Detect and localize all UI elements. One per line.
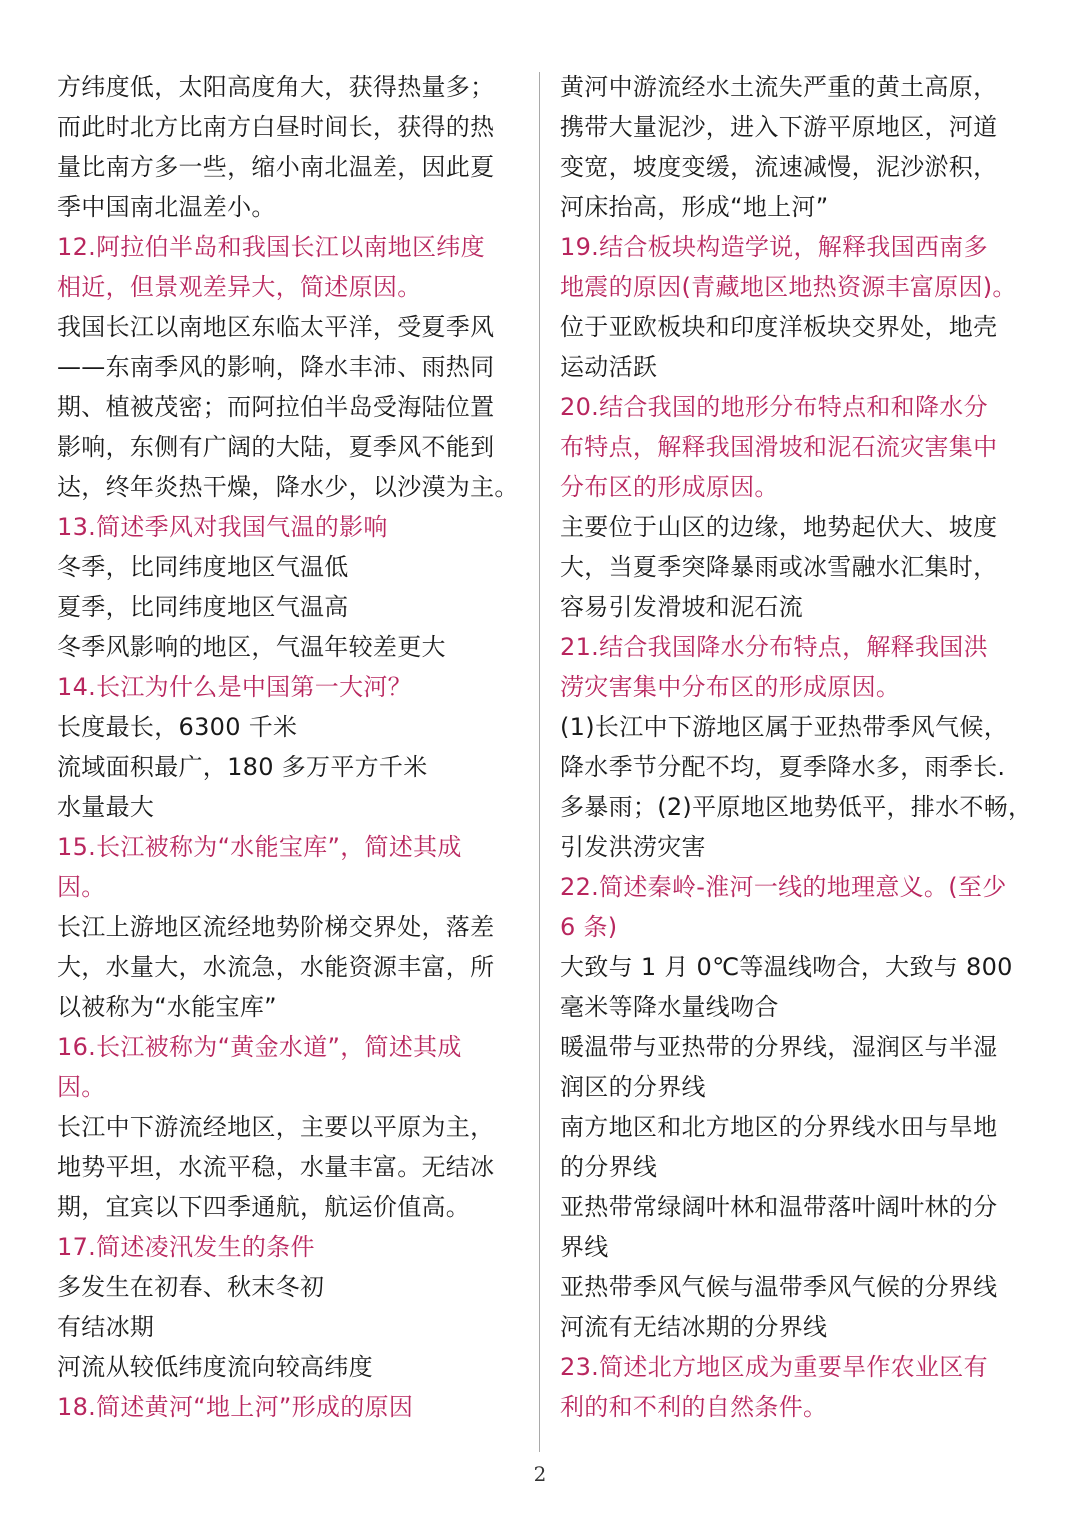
question-line: 因。: [57, 1073, 106, 1101]
answer-line: 大致与 1 月 0℃等温线吻合，大致与 800: [560, 953, 1013, 981]
answer-line: 有结冰期: [57, 1313, 155, 1341]
answer-line: ——东南季风的影响，降水丰沛、雨热同: [57, 353, 495, 381]
answer-line: 暖温带与亚热带的分界线，湿润区与半湿: [560, 1033, 998, 1061]
answer-line: 期，宜宾以下四季通航，航运价值高。: [57, 1193, 471, 1221]
answer-line: 的分界线: [560, 1153, 658, 1181]
question-line: 23.简述北方地区成为重要旱作农业区有: [560, 1353, 988, 1381]
answer-line: 以被称为“水能宝库”: [57, 993, 277, 1021]
question-line: 6 条): [560, 913, 618, 941]
answer-line: 位于亚欧板块和印度洋板块交界处，地壳: [560, 313, 998, 341]
answer-line: 达，终年炎热干燥，降水少，以沙漠为主。: [57, 473, 519, 501]
question-line: 18.简述黄河“地上河”形成的原因: [57, 1393, 414, 1421]
answer-line: 季中国南北温差小。: [57, 193, 276, 221]
question-line: 20.结合我国的地形分布特点和和降水分: [560, 393, 988, 421]
answer-line: 水量最大: [57, 793, 155, 821]
answer-line: 毫米等降水量线吻合: [560, 993, 779, 1021]
answer-line: 而此时北方比南方白昼时间长，获得的热: [57, 113, 495, 141]
column-divider: [539, 72, 540, 1452]
answer-line: 影响，东侧有广阔的大陆，夏季风不能到: [57, 433, 495, 461]
answer-line: 亚热带常绿阔叶林和温带落叶阔叶林的分: [560, 1193, 998, 1221]
answer-line: 引发洪涝灾害: [560, 833, 706, 861]
answer-line: 地势平坦，水流平稳，水量丰富。无结冰: [57, 1153, 495, 1181]
question-line: 利的和不利的自然条件。: [560, 1393, 828, 1421]
question-line: 地震的原因(青藏地区地热资源丰富原因)。: [560, 273, 1017, 301]
answer-line: 润区的分界线: [560, 1073, 706, 1101]
answer-line: 流域面积最广，180 多万平方千米: [57, 753, 428, 781]
answer-line: 长度最长，6300 千米: [57, 713, 298, 741]
answer-line: 运动活跃: [560, 353, 658, 381]
answer-line: 冬季风影响的地区，气温年较差更大: [57, 633, 446, 661]
answer-line: 大，水量大，水流急，水能资源丰富，所: [57, 953, 495, 981]
question-line: 分布区的形成原因。: [560, 473, 779, 501]
answer-line: 夏季，比同纬度地区气温高: [57, 593, 349, 621]
answer-line: 量比南方多一些，缩小南北温差，因此夏: [57, 153, 495, 181]
answer-line: 河床抬高，形成“地上河”: [560, 193, 829, 221]
answer-line: 期、植被茂密；而阿拉伯半岛受海陆位置: [57, 393, 495, 421]
answer-line: 我国长江以南地区东临太平洋，受夏季风: [57, 313, 495, 341]
question-line: 19.结合板块构造学说，解释我国西南多: [560, 233, 988, 261]
answer-line: 黄河中游流经水土流失严重的黄土高原，: [560, 73, 998, 101]
answer-line: 冬季，比同纬度地区气温低: [57, 553, 349, 581]
question-line: 因。: [57, 873, 106, 901]
answer-line: 长江中下游流经地区，主要以平原为主，: [57, 1113, 495, 1141]
question-line: 相近，但景观差异大，简述原因。: [57, 273, 422, 301]
answer-line: 多暴雨；(2)平原地区地势低平，排水不畅，: [560, 793, 1033, 821]
answer-line: 长江上游地区流经地势阶梯交界处，落差: [57, 913, 495, 941]
question-line: 布特点，解释我国滑坡和泥石流灾害集中: [560, 433, 998, 461]
answer-line: (1)长江中下游地区属于亚热带季风气候，: [560, 713, 1008, 741]
question-line: 17.简述凌汛发生的条件: [57, 1233, 315, 1261]
answer-line: 河流从较低纬度流向较高纬度: [57, 1353, 373, 1381]
answer-line: 界线: [560, 1233, 609, 1261]
answer-line: 大，当夏季突降暴雨或冰雪融水汇集时，: [560, 553, 998, 581]
answer-line: 主要位于山区的边缘，地势起伏大、坡度: [560, 513, 998, 541]
question-line: 12.阿拉伯半岛和我国长江以南地区纬度: [57, 233, 485, 261]
question-line: 21.结合我国降水分布特点，解释我国洪: [560, 633, 988, 661]
question-line: 13.简述季风对我国气温的影响: [57, 513, 388, 541]
answer-line: 多发生在初春、秋末冬初: [57, 1273, 325, 1301]
answer-line: 携带大量泥沙，进入下游平原地区，河道: [560, 113, 998, 141]
answer-line: 南方地区和北方地区的分界线水田与旱地: [560, 1113, 998, 1141]
right-column: [560, 67, 1040, 1427]
question-line: 涝灾害集中分布区的形成原因。: [560, 673, 901, 701]
left-column: [57, 67, 535, 1427]
answer-line: 河流有无结冰期的分界线: [560, 1313, 828, 1341]
answer-line: 亚热带季风气候与温带季风气候的分界线: [560, 1273, 998, 1301]
question-line: 16.长江被称为“黄金水道”，简述其成: [57, 1033, 462, 1061]
page-number: 2: [533, 1462, 547, 1486]
answer-line: 方纬度低，太阳高度角大，获得热量多；: [57, 73, 495, 101]
question-line: 14.长江为什么是中国第一大河？: [57, 673, 412, 701]
answer-line: 变宽，坡度变缓，流速减慢，泥沙淤积，: [560, 153, 998, 181]
question-line: 22.简述秦岭-淮河一线的地理意义。(至少: [560, 873, 1007, 901]
answer-line: 容易引发滑坡和泥石流: [560, 593, 803, 621]
question-line: 15.长江被称为“水能宝库”，简述其成: [57, 833, 462, 861]
answer-line: 降水季节分配不均，夏季降水多，雨季长.: [560, 753, 1006, 781]
